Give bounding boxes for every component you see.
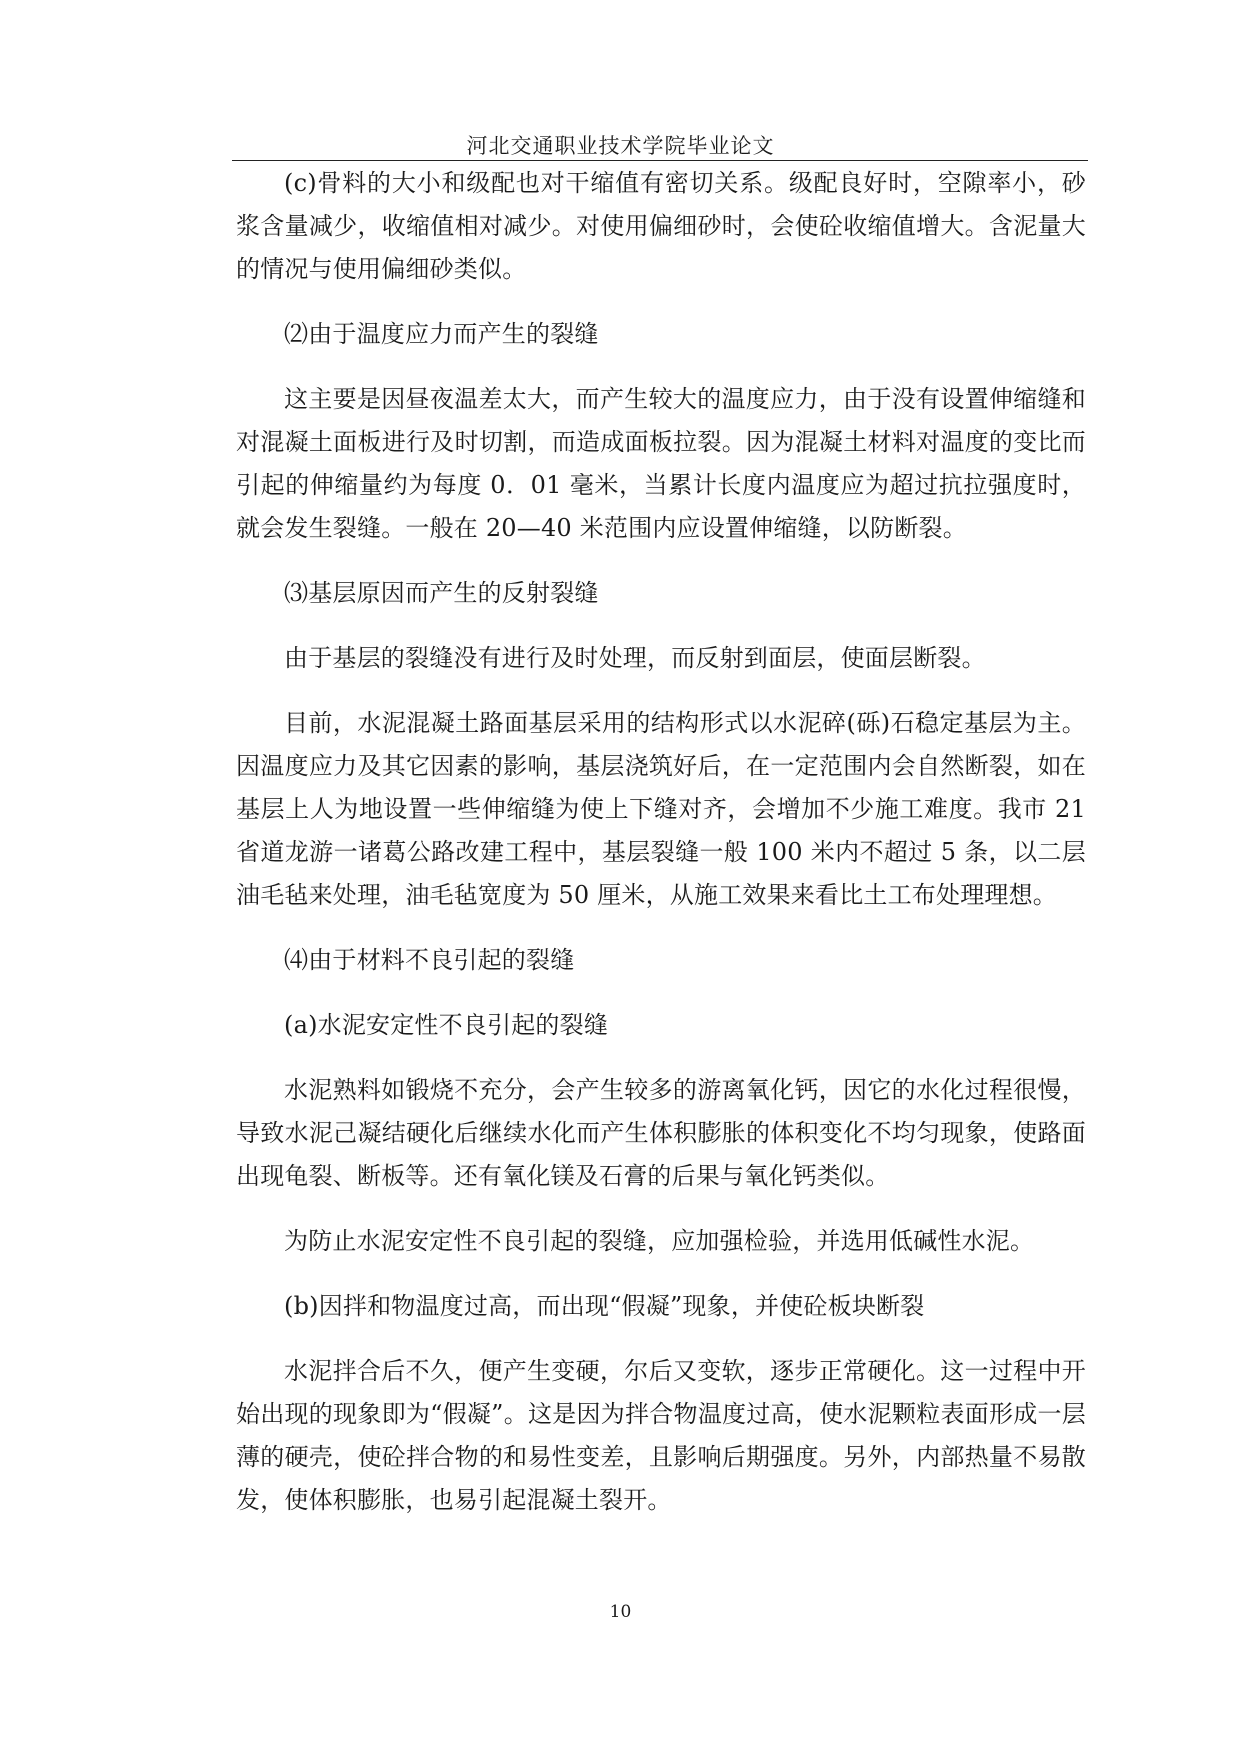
paragraph-gap (236, 917, 1086, 939)
paragraph-base-cracks: 由于基层的裂缝没有进行及时处理，而反射到面层，使面层断裂。 (284, 644, 986, 672)
paragraph-false-set: 水泥拌合后不久，便产生变硬，尔后又变软，逐步正常硬化。这一过程中开始出现的现象即为“假凝”。这是因为拌合物温度过高，使水泥颗粒表面形成一层薄的硬壳，使砼拌合物的和易性变差，且影响后期强度。另外，内部热量不易散发，使体积膨胀，也易引起混凝土裂开。 (236, 1357, 1086, 1514)
paragraph-aggregate-gradation: (c)骨料的大小和级配也对干缩值有密切关系。级配良好时，空隙率小，砂浆含量减少，收缩值相对减少。对使用偏细砂时，会使砼收缩值增大。含泥量大的情况与使用偏细砂类似。 (236, 169, 1086, 283)
header-divider (232, 160, 1088, 161)
paragraph-gap (236, 680, 1086, 702)
paragraph-gap (236, 982, 1086, 1004)
subheading-cement-soundness: (a)水泥安定性不良引起的裂缝 (284, 1011, 609, 1039)
paragraph-prevention: 为防止水泥安定性不良引起的裂缝，应加强检验，并选用低碱性水泥。 (284, 1227, 1035, 1255)
subheading-false-set: (b)因拌和物温度过高，而出现“假凝”现象，并使砼板块断裂 (284, 1292, 925, 1320)
page-number: 10 (609, 1602, 632, 1622)
section-heading-temperature-stress: ⑵由于温度应力而产生的裂缝 (284, 320, 599, 348)
paragraph-gap (236, 356, 1086, 378)
paragraph-gap (236, 1047, 1086, 1069)
section-heading-reflective-cracks: ⑶基层原因而产生的反射裂缝 (284, 579, 599, 607)
paragraph-gap (236, 1263, 1086, 1285)
paragraph-gap (236, 291, 1086, 313)
paragraph-temperature-stress: 这主要是因昼夜温差太大，而产生较大的温度应力，由于没有设置伸缩缝和对混凝土面板进行及时切割，而造成面板拉裂。因为混凝土材料对温度的变比而引起的伸缩量约为每度 0．01 毫米，当累计长度内温度应为超过抗拉强度时，就会发生裂缝。一般在 20—40 米范围内应设置伸缩缝，以防断裂。 (236, 385, 1086, 542)
paragraph-gap (236, 550, 1086, 572)
document-body (236, 162, 1086, 1522)
paragraph-gap (236, 1198, 1086, 1220)
page-header-title: 河北交通职业技术学院毕业论文 (466, 134, 775, 158)
paragraph-cement-clinker: 水泥熟料如锻烧不充分，会产生较多的游离氧化钙，因它的水化过程很慢，导致水泥己凝结硬化后继续水化而产生体积膨胀的体积变化不均匀现象，使路面出现龟裂、断板等。还有氧化镁及石膏的后果与氧化钙类似。 (236, 1076, 1086, 1190)
paragraph-gap (236, 615, 1086, 637)
paragraph-base-structure: 目前，水泥混凝土路面基层采用的结构形式以水泥碎(砾)石稳定基层为主。因温度应力及其它因素的影响，基层浇筑好后，在一定范围内会自然断裂，如在基层上人为地设置一些伸缩缝为使上下缝对齐，会增加不少施工难度。我市 21 省道龙游一诸葛公路改建工程中，基层裂缝一般 100 米内不超过 5 条，以二层油毛毡来处理，油毛毡宽度为 50 厘米，从施工效果来看比土工布处理理想。 (236, 709, 1086, 909)
section-heading-material-defects: ⑷由于材料不良引起的裂缝 (284, 946, 575, 974)
paragraph-gap (236, 1328, 1086, 1350)
